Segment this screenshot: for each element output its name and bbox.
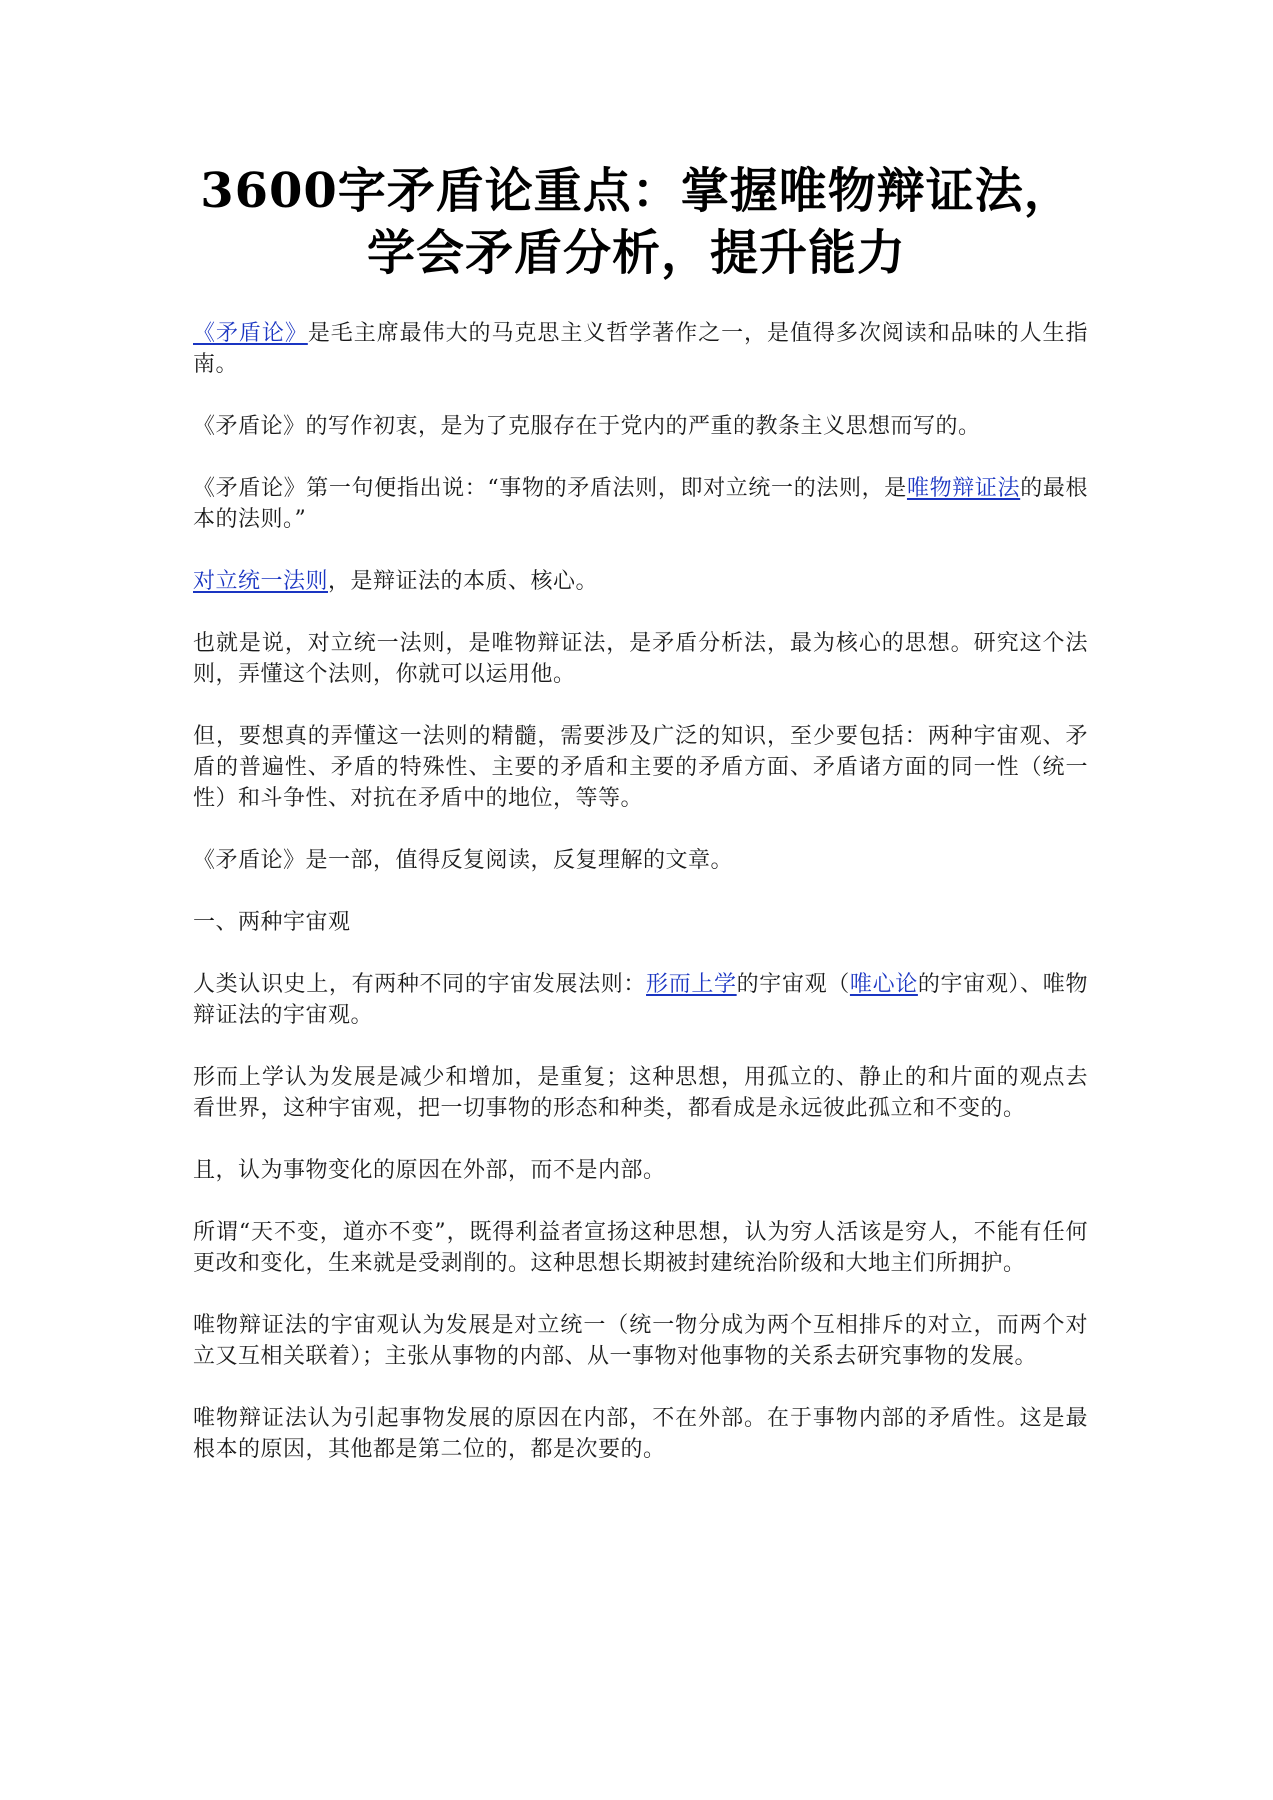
title-line-1: 3600字矛盾论重点：掌握唯物辩证法， (200, 163, 1073, 219)
paragraph-4-text: ，是辩证法的本质、核心。 (328, 569, 599, 594)
paragraph-2: 《矛盾论》的写作初衷，是为了克服存在于党内的严重的教条主义思想而写的。 (193, 414, 981, 439)
paragraph-14: 唯物辩证法认为引起事物发展的原因在内部，不在外部。在于事物内部的矛盾性。这是最根本的原因，其他都是第二位的，都是次要的。 (193, 1406, 1088, 1462)
paragraph-4 (193, 566, 1088, 597)
paragraph-11: 且，认为事物变化的原因在外部，而不是内部。 (193, 1158, 666, 1183)
document-body (193, 318, 1088, 1496)
link-materialist-dialectics[interactable]: 唯物辩证法 (906, 476, 1021, 501)
paragraph-5: 也就是说，对立统一法则，是唯物辩证法，是矛盾分析法，最为核心的思想。研究这个法则，弄懂这个法则，你就可以运用他。 (193, 631, 1088, 687)
document-title (160, 160, 1113, 284)
paragraph-6: 但，要想真的弄懂这一法则的精髓，需要涉及广泛的知识，至少要包括：两种宇宙观、矛盾的普遍性、矛盾的特殊性、主要的矛盾和主要的矛盾方面、矛盾诸方面的同一性（统一性）和斗争性、对抗在矛盾中的地位，等等。 (193, 724, 1088, 811)
paragraph-7: 《矛盾论》是一部，值得反复阅读，反复理解的文章。 (193, 848, 734, 873)
paragraph-1-text: 是毛主席最伟大的马克思主义哲学著作之一，是值得多次阅读和品味的人生指南。 (193, 321, 1088, 377)
section-heading-1: 一、两种宇宙观 (193, 910, 351, 935)
paragraph-3-text-before: 《矛盾论》第一句便指出说：“事物的矛盾法则，即对立统一的法则，是 (193, 476, 907, 501)
paragraph-9 (193, 969, 1088, 1031)
link-metaphysics[interactable]: 形而上学 (646, 972, 737, 997)
link-unity-of-opposites[interactable]: 对立统一法则 (193, 569, 329, 594)
paragraph-3-text-after: 的最根本的法则。” (193, 476, 1088, 532)
paragraph-9-text-before: 人类认识史上，有两种不同的宇宙发展法则： (193, 972, 647, 997)
paragraph-13: 唯物辩证法的宇宙观认为发展是对立统一（统一物分成为两个互相排斥的对立，而两个对立又互相关联着）；主张从事物的内部、从一事物对他事物的关系去研究事物的发展。 (193, 1313, 1088, 1369)
link-maodun-lun[interactable]: 《矛盾论》 (193, 321, 308, 346)
paragraph-10: 形而上学认为发展是减少和增加，是重复；这种思想，用孤立的、静止的和片面的观点去看世界，这种宇宙观，把一切事物的形态和种类，都看成是永远彼此孤立和不变的。 (193, 1065, 1088, 1121)
paragraph-12: 所谓“天不变，道亦不变”，既得利益者宣扬这种思想，认为穷人活该是穷人，不能有任何更改和变化，生来就是受剥削的。这种思想长期被封建统治阶级和大地主们所拥护。 (193, 1220, 1088, 1276)
title-line-2: 学会矛盾分析，提升能力 (366, 225, 906, 281)
paragraph-1 (193, 318, 1088, 380)
paragraph-9-text-middle: 的宇宙观（ (736, 972, 850, 997)
paragraph-3 (193, 473, 1088, 535)
paragraph-9-text-after: 的宇宙观）、唯物辩证法的宇宙观。 (193, 972, 1088, 1028)
link-idealism[interactable]: 唯心论 (849, 972, 918, 997)
